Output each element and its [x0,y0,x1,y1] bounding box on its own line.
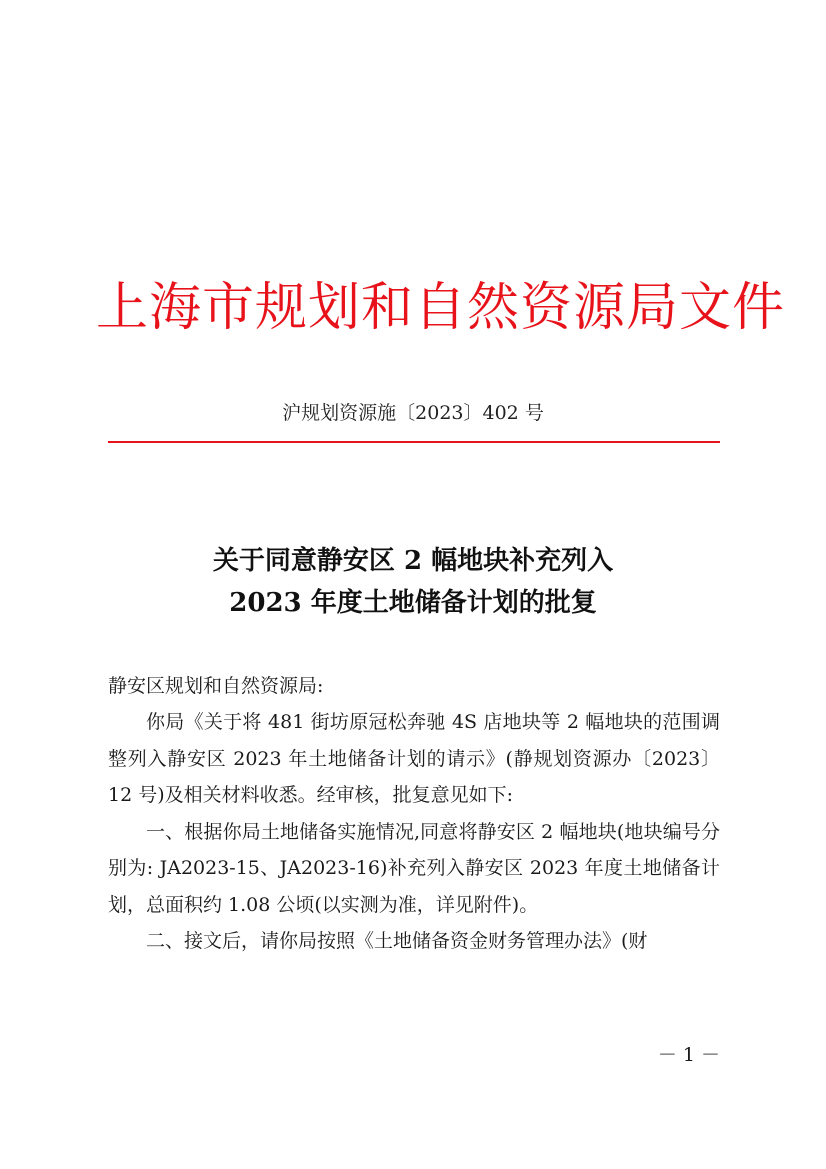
addressee: 静安区规划和自然资源局: [108,675,324,697]
body-text [108,704,720,960]
paragraph-2: 一、根据你局土地储备实施情况,同意将静安区 2 幅地块(地块编号分别为: JA2023-15、JA2023-16)补充列入静安区 2023 年度土地储备计划，总面积约 1.08 公顷(以实测为准，详见附件)。 [108,820,720,916]
issuer-title: 上海市规划和自然资源局文件 [96,278,786,338]
subject-line-1: 关于同意静安区 2 幅地块补充列入 [212,546,614,576]
page-number: － 1 － [657,1044,720,1066]
paragraph-1: 你局《关于将 481 街坊原冠松奔驰 4S 店地块等 2 幅地块的范围调整列入静安区 2023 年土地储备计划的请示》(静规划资源办〔2023〕12 号)及相关材料收悉。经审核，批复意见如下: [108,711,720,806]
subject-line-2: 2023 年度土地储备计划的批复 [229,588,597,618]
paragraph-3: 二、接文后，请你局按照《土地储备资金财务管理办法》(财 [146,930,648,952]
document-subject [108,540,718,624]
header-divider [108,441,720,443]
document-number: 沪规划资源施〔2023〕402 号 [282,402,544,424]
